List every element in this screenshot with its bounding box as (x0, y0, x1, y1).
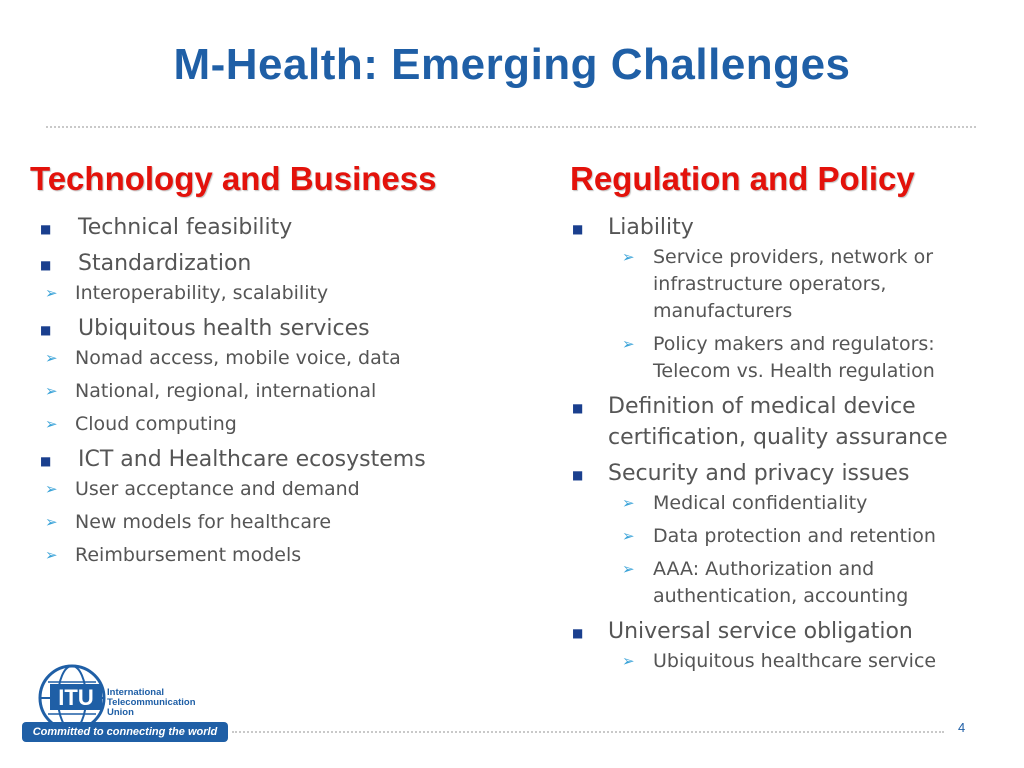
footer-divider (232, 731, 944, 733)
square-bullet-icon: ■ (40, 454, 52, 468)
square-bullet-icon: ■ (572, 222, 584, 236)
arrow-bullet-icon: ➢ (45, 349, 58, 367)
logo-mark: ITU (58, 685, 94, 710)
sub-bullet-text: AAA: Authorization and authentication, accounting (653, 558, 909, 607)
square-bullet-icon: ■ (572, 401, 584, 415)
sub-bullet-item (30, 280, 530, 307)
arrow-bullet-icon: ➢ (622, 248, 635, 266)
sub-bullet-item (570, 244, 1010, 325)
sub-bullet-item (30, 411, 530, 438)
left-bullet-list (30, 212, 530, 569)
page-number: 4 (958, 720, 966, 735)
logo-tagline: Committed to connecting the world (22, 722, 228, 742)
sub-bullet-text: Cloud computing (75, 413, 237, 435)
left-column-heading: Technology and Business (30, 160, 437, 197)
square-bullet-icon: ■ (572, 468, 584, 482)
arrow-bullet-icon: ➢ (622, 560, 635, 578)
arrow-bullet-icon: ➢ (622, 527, 635, 545)
bullet-text: Ubiquitous health services (78, 316, 370, 341)
sub-bullet-item (30, 476, 530, 503)
bullet-item (570, 458, 1010, 610)
sub-bullet-text: Service providers, network or infrastructure operators, manufacturers (653, 246, 934, 322)
sub-bullet-text: Interoperability, scalability (75, 282, 329, 304)
arrow-bullet-icon: ➢ (622, 335, 635, 353)
arrow-bullet-icon: ➢ (622, 494, 635, 512)
arrow-bullet-icon: ➢ (45, 382, 58, 400)
bullet-item (30, 313, 530, 438)
bullet-text: Security and privacy issues (608, 461, 910, 486)
bullet-text: Definition of medical device certification, quality assurance (608, 394, 948, 450)
bullet-item (30, 444, 530, 569)
sub-bullet-text: Policy makers and regulators: Telecom vs. Health regulation (653, 333, 935, 382)
arrow-bullet-icon: ➢ (45, 513, 58, 531)
slide-title: M-Health: Emerging Challenges (173, 40, 851, 89)
arrow-bullet-icon: ➢ (45, 546, 58, 564)
sub-bullet-text: Ubiquitous healthcare service (653, 650, 937, 672)
sub-bullet-item (30, 345, 530, 372)
bullet-item (570, 391, 1010, 453)
sub-bullet-item (570, 331, 1010, 385)
square-bullet-icon: ■ (40, 258, 52, 272)
title-divider (46, 126, 976, 128)
right-bullet-list (570, 212, 1010, 675)
sub-bullet-item (570, 648, 1010, 675)
arrow-bullet-icon: ➢ (45, 480, 58, 498)
sub-bullet-item (570, 490, 1010, 517)
logo-org-name: International Telecommunication Union (107, 687, 196, 718)
sub-bullet-item (30, 509, 530, 536)
sub-bullet-text: Reimbursement models (75, 544, 302, 566)
bullet-text: Standardization (78, 251, 252, 276)
bullet-text: Universal service obligation (608, 619, 913, 644)
arrow-bullet-icon: ➢ (45, 415, 58, 433)
bullet-text: ICT and Healthcare ecosystems (78, 447, 426, 472)
sub-bullet-text: User acceptance and demand (75, 478, 360, 500)
sub-bullet-text: National, regional, international (75, 380, 377, 402)
square-bullet-icon: ■ (40, 222, 52, 236)
bullet-item (570, 616, 1010, 675)
square-bullet-icon: ■ (572, 626, 584, 640)
sub-bullet-text: Data protection and retention (653, 525, 936, 547)
arrow-bullet-icon: ➢ (45, 284, 58, 302)
right-column-heading: Regulation and Policy (570, 160, 915, 197)
sub-bullet-item (570, 556, 1010, 610)
square-bullet-icon: ■ (40, 323, 52, 337)
bullet-text: Liability (608, 215, 694, 240)
bullet-item (30, 212, 530, 243)
sub-bullet-text: Nomad access, mobile voice, data (75, 347, 401, 369)
sub-bullet-item (570, 523, 1010, 550)
arrow-bullet-icon: ➢ (622, 652, 635, 670)
sub-bullet-text: New models for healthcare (75, 511, 332, 533)
bullet-item (570, 212, 1010, 385)
right-column (570, 160, 1010, 681)
sub-bullet-item (30, 542, 530, 569)
sub-bullet-item (30, 378, 530, 405)
sub-bullet-text: Medical confidentiality (653, 492, 868, 514)
left-column (30, 160, 530, 575)
bullet-item (30, 248, 530, 307)
bullet-text: Technical feasibility (78, 215, 293, 240)
